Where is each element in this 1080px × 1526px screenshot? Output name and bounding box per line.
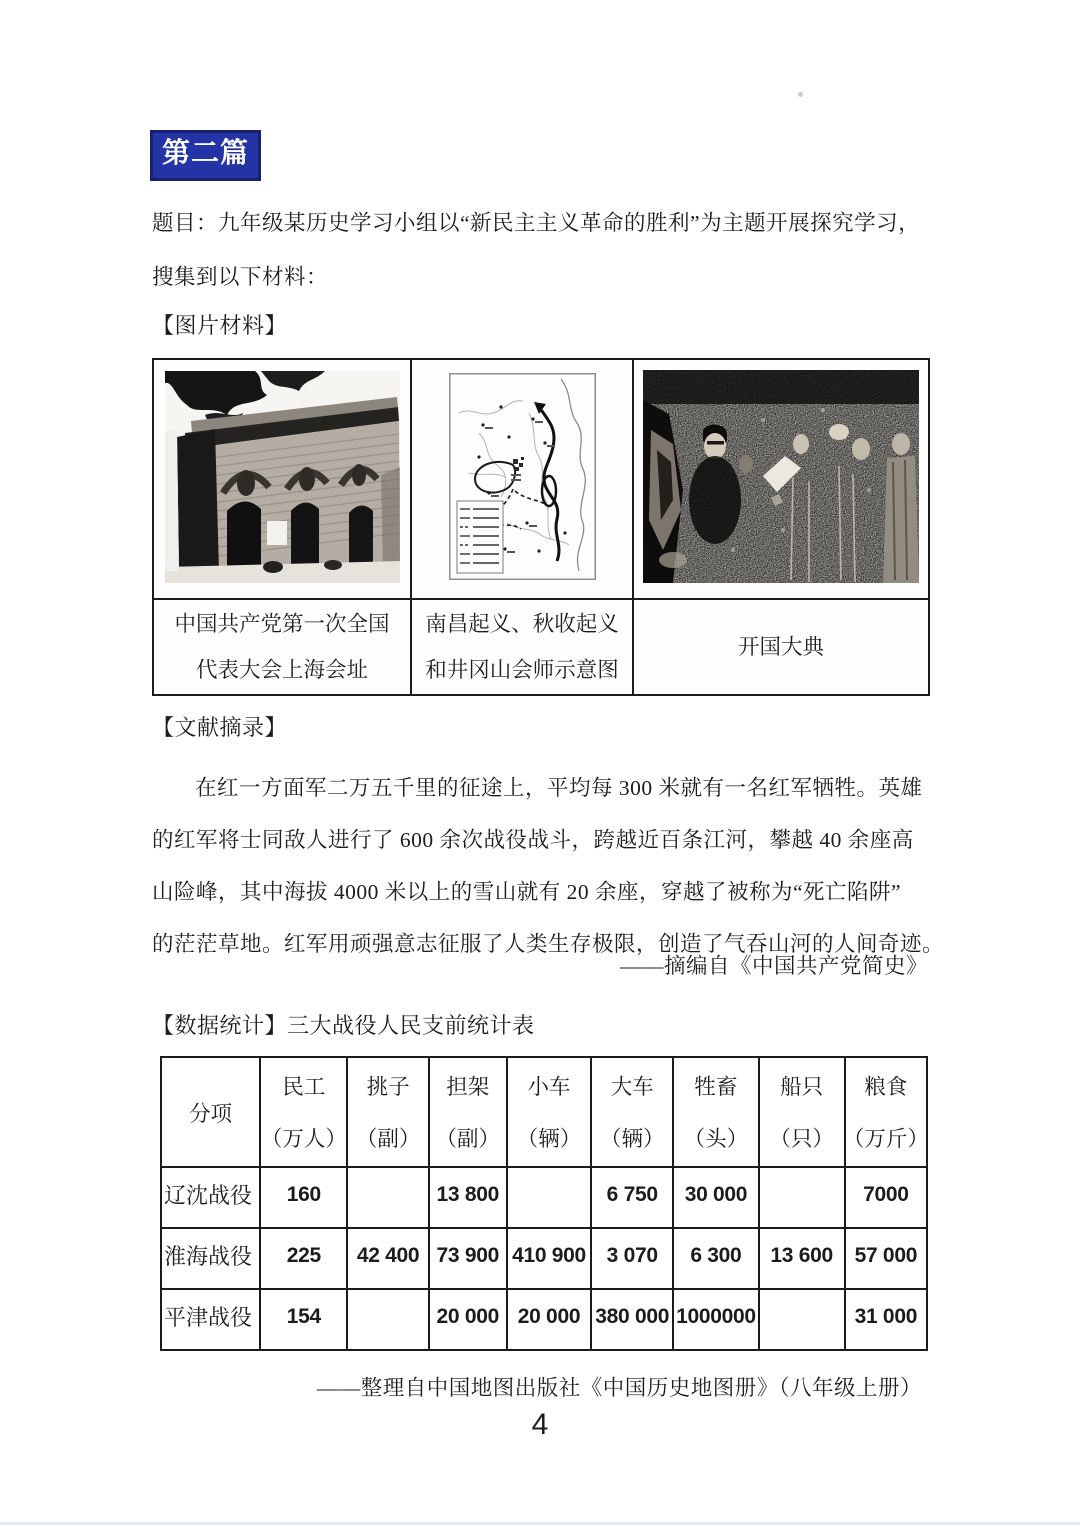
data-cell: 13 600 <box>759 1228 845 1289</box>
picture-cell-founding-ceremony <box>633 359 929 599</box>
col-unit: （辆） <box>599 1127 665 1151</box>
col-unit: （头） <box>683 1127 749 1151</box>
picture-cell-uprisings-map <box>411 359 633 599</box>
data-cell <box>759 1289 845 1350</box>
col-name: 担架 <box>446 1075 490 1099</box>
picture-cell-congress-site <box>153 359 411 599</box>
stats-col-header-laborers <box>260 1057 347 1167</box>
data-cell: 154 <box>260 1289 347 1350</box>
stats-row-pingjin <box>161 1289 927 1350</box>
pictures-image-row <box>153 359 929 599</box>
excerpt-source: ——摘编自《中国共产党简史》 <box>619 954 928 978</box>
stats-col-header-small-carts <box>507 1057 591 1167</box>
stats-col-header-boats <box>759 1057 845 1167</box>
stats-col-header-livestock <box>673 1057 758 1167</box>
data-cell <box>507 1167 591 1228</box>
stray-mark <box>798 92 803 97</box>
stats-col-header-large-carts <box>591 1057 673 1167</box>
col-unit: （只） <box>769 1127 834 1151</box>
col-name: 小车 <box>527 1075 571 1099</box>
data-cell: 13 800 <box>429 1167 507 1228</box>
page-number: 4 <box>531 1408 549 1441</box>
caption-line: 南昌起义、秋收起义 <box>425 612 619 636</box>
section-badge: 第二篇 <box>150 130 261 181</box>
data-cell: 42 400 <box>347 1228 428 1289</box>
stats-col-header-stretchers <box>429 1057 507 1167</box>
excerpt-line-1: 在红一方面军二万五千里的征途上，平均每 300 米就有一名红军牺牲。英雄 <box>195 776 923 800</box>
data-cell: 6 300 <box>673 1228 758 1289</box>
caption-line: 代表大会上海会址 <box>195 658 368 682</box>
data-cell <box>347 1167 428 1228</box>
data-cell <box>759 1167 845 1228</box>
row-label: 淮海战役 <box>161 1228 260 1289</box>
caption-uprisings-map <box>411 599 633 695</box>
intro-line-1: 题目：九年级某历史学习小组以“新民主主义革命的胜利”为主题开展探究学习， <box>152 211 921 235</box>
row-label: 平津战役 <box>161 1289 260 1350</box>
data-cell: 410 900 <box>507 1228 591 1289</box>
data-cell: 20 000 <box>507 1289 591 1350</box>
data-cell: 3 070 <box>591 1228 673 1289</box>
caption-founding-ceremony <box>633 599 929 695</box>
document-section-title: 【文献摘录】 <box>152 715 288 740</box>
stats-corner-header: 分项 <box>161 1057 260 1167</box>
data-cell: 57 000 <box>845 1228 927 1289</box>
data-cell: 225 <box>260 1228 347 1289</box>
col-unit: （万斤） <box>842 1127 929 1151</box>
data-cell: 380 000 <box>591 1289 673 1350</box>
col-name: 牲畜 <box>694 1075 738 1099</box>
table-source: ——整理自中国地图出版社《中国历史地图册》（八年级上册） <box>316 1376 922 1400</box>
intro-paragraph <box>152 196 962 304</box>
col-name: 挑子 <box>366 1075 410 1099</box>
col-unit: （万人） <box>260 1127 347 1151</box>
data-cell: 7000 <box>845 1167 927 1228</box>
pictures-caption-row <box>153 599 929 695</box>
row-label: 辽沈战役 <box>161 1167 260 1228</box>
caption-line: 中国共产党第一次全国 <box>174 612 390 636</box>
stats-header-row <box>161 1057 927 1167</box>
statistics-table <box>160 1056 928 1351</box>
col-name: 粮食 <box>864 1075 908 1099</box>
pictures-section-title: 【图片材料】 <box>152 313 288 338</box>
excerpt-line-4: 的茫茫草地。红军用顽强意志征服了人类生存极限，创造了气吞山河的人间奇迹。 <box>152 932 945 956</box>
data-cell: 31 000 <box>845 1289 927 1350</box>
bottom-scan-line <box>0 1522 1080 1525</box>
intro-line-2: 搜集到以下材料： <box>152 265 329 289</box>
pictures-table <box>152 358 930 696</box>
data-cell: 30 000 <box>673 1167 758 1228</box>
data-cell: 73 900 <box>429 1228 507 1289</box>
col-name: 船只 <box>780 1075 824 1099</box>
data-cell: 6 750 <box>591 1167 673 1228</box>
data-cell <box>347 1289 428 1350</box>
col-unit: （辆） <box>516 1127 582 1151</box>
col-name: 民工 <box>282 1075 326 1099</box>
stats-col-header-carrying-poles <box>347 1057 428 1167</box>
col-unit: （副） <box>355 1127 421 1151</box>
statistics-section-title: 【数据统计】三大战役人民支前统计表 <box>152 1013 535 1038</box>
excerpt-paragraph <box>152 762 962 970</box>
col-unit: （副） <box>435 1127 501 1151</box>
col-name: 大车 <box>610 1075 654 1099</box>
stats-row-liaoshen <box>161 1167 927 1228</box>
caption-line: 开国大典 <box>737 635 824 659</box>
data-cell: 160 <box>260 1167 347 1228</box>
ccp-first-congress-site-photo <box>165 371 400 583</box>
excerpt-line-2: 的红军将士同敌人进行了 600 余次战役战斗，跨越近百条江河，攀越 40 余座高 <box>152 828 914 852</box>
excerpt-line-3: 山险峰，其中海拔 4000 米以上的雪山就有 20 余座，穿越了被称为“死亡陷阱” <box>152 880 902 904</box>
data-cell: 1000000 <box>673 1289 758 1350</box>
caption-congress-site <box>153 599 411 695</box>
data-cell: 20 000 <box>429 1289 507 1350</box>
caption-line: 和井冈山会师示意图 <box>425 658 619 682</box>
stats-col-header-grain <box>842 1057 929 1167</box>
nanchang-autumn-harvest-jinggangshan-map <box>449 373 596 580</box>
stats-row-huaihai <box>161 1228 927 1289</box>
founding-ceremony-photo <box>643 370 919 583</box>
